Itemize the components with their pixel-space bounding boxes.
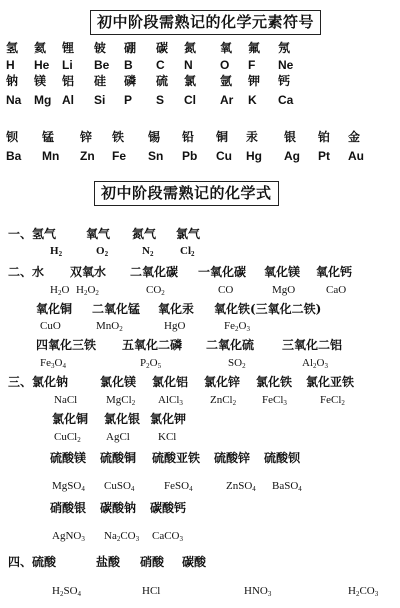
compound-name: 硝酸银 [50, 501, 87, 515]
compound-name: 氧化镁 [264, 265, 301, 279]
compound-name: 氧气 [86, 227, 111, 241]
element-symbol: S [156, 93, 165, 107]
compound-name: 硫酸镁 [50, 451, 87, 465]
element-symbol: Au [348, 149, 364, 163]
chemical-formula: $Fe_2O_3$ [224, 320, 250, 333]
chemical-formula: $Fe_3O_4$ [40, 357, 66, 370]
element-name: 钠 [6, 74, 19, 88]
compound-name: 三氧化二铝 [282, 338, 343, 352]
chemical-formula: AgNO$_3$ [52, 530, 85, 543]
element-name: 硫 [156, 74, 169, 88]
chemical-formula: CaO [326, 284, 347, 296]
chemical-formula: MgSO$_4$ [52, 480, 85, 493]
compound-name: 硫酸锌 [214, 451, 251, 465]
element-name: 氟 [248, 41, 261, 55]
compound-name: 氧化铁(三氧化二铁) [214, 302, 322, 316]
chemical-formula: FeCl$_2$ [320, 394, 345, 407]
element-name: 银 [284, 130, 297, 144]
chemical-formula: $CO_2$ [146, 284, 165, 297]
chemical-formula: $H_2SO_4$ [52, 585, 82, 598]
compound-name: 氧化铜 [36, 302, 73, 316]
chemical-formula: $H_2O_2$ [76, 284, 99, 297]
chemical-formula: CuO [40, 320, 61, 332]
element-name: 铝 [62, 74, 75, 88]
compound-name: 氯化铜 [52, 412, 89, 426]
chemical-formula: $HNO_3$ [244, 585, 272, 598]
chemical-formula: $Na_2CO_3$ [104, 530, 140, 543]
element-symbol: Ca [278, 93, 294, 107]
compound-name: 碳酸钙 [150, 501, 187, 515]
compound-name: 四氧化三铁 [36, 338, 97, 352]
element-symbol: Be [94, 58, 110, 72]
compound-name: 氯化钾 [150, 412, 187, 426]
compound-name: 二氧化碳 [130, 265, 179, 279]
element-name: 磷 [124, 74, 137, 88]
chemical-formula: NaCl [54, 394, 78, 406]
element-symbol: F [248, 58, 256, 72]
element-symbol: Si [94, 93, 106, 107]
compound-name: 一氧化碳 [198, 265, 247, 279]
element-symbol: Fe [112, 149, 127, 163]
chemical-formula: BaSO$_4$ [272, 480, 302, 493]
element-symbol: He [34, 58, 50, 72]
chemical-formula: CaCO$_3$ [152, 530, 183, 543]
chemical-formula: $H_2$ [50, 245, 63, 258]
chemical-formula: AgCl [106, 431, 130, 443]
chemical-formula: AlCl$_3$ [158, 394, 183, 407]
element-name: 氩 [220, 74, 233, 88]
chemical-formula: CuCl$_2$ [54, 431, 81, 444]
element-name: 锌 [80, 130, 93, 144]
chemical-formula: $H_2CO_3$ [348, 585, 379, 598]
chemical-formula: FeCl$_3$ [262, 394, 287, 407]
element-name: 汞 [246, 130, 259, 144]
chemical-formula: CO [218, 284, 234, 296]
element-name: 钙 [278, 74, 291, 88]
element-symbol: Pb [182, 149, 198, 163]
element-symbol: H [6, 58, 15, 72]
element-symbol: Ar [220, 93, 234, 107]
compound-name: 碳酸 [182, 555, 207, 569]
chemical-formula: ZnCl$_2$ [210, 394, 237, 407]
compound-name: 氯化锌 [204, 375, 241, 389]
element-name: 钾 [248, 74, 261, 88]
element-symbol: Cl [184, 93, 196, 107]
element-symbol: Na [6, 93, 22, 107]
compound-name: 氧化汞 [158, 302, 195, 316]
element-symbol: C [156, 58, 165, 72]
compound-name: 氯化亚铁 [306, 375, 355, 389]
chemical-formula: CuSO$_4$ [104, 480, 135, 493]
element-symbol: Al [62, 93, 74, 107]
element-symbol: Cu [216, 149, 232, 163]
element-symbol: Mg [34, 93, 52, 107]
element-name: 氢 [6, 41, 19, 55]
chemical-formula: $SO_2$ [228, 357, 246, 370]
element-symbol: Sn [148, 149, 164, 163]
chemical-formula: $Cl_2$ [180, 245, 195, 258]
chemical-formula: HCl [142, 585, 161, 597]
compound-name: 氯化镁 [100, 375, 137, 389]
element-name: 氯 [184, 74, 197, 88]
chemical-formula: $O_2$ [96, 245, 109, 258]
element-symbol: Ne [278, 58, 294, 72]
element-symbol: Li [62, 58, 73, 72]
compound-name: 碳酸钠 [100, 501, 137, 515]
compound-name: 氧化钙 [316, 265, 353, 279]
section-title: 初中阶段需熟记的化学式 [94, 181, 279, 206]
element-symbol: O [220, 58, 230, 72]
compound-name: 五氧化二磷 [122, 338, 183, 352]
element-name: 碳 [156, 41, 169, 55]
element-name: 金 [348, 130, 361, 144]
chemical-formula: $H_2O$ [50, 284, 70, 297]
compound-name: 二氧化硫 [206, 338, 255, 352]
element-name: 氧 [220, 41, 233, 55]
element-symbol: K [248, 93, 257, 107]
element-symbol: Pt [318, 149, 330, 163]
chemical-formula: $Al_2O_3$ [302, 357, 328, 370]
compound-name: 硫酸钡 [264, 451, 301, 465]
element-name: 铜 [216, 130, 229, 144]
element-name: 锂 [62, 41, 75, 55]
compound-name: 一、氢气 [8, 227, 57, 241]
chemical-formula: MnO$_2$ [96, 320, 123, 333]
element-name: 镁 [34, 74, 47, 88]
element-symbol: B [124, 58, 133, 72]
compound-name: 氯化铁 [256, 375, 293, 389]
compound-name: 氯气 [176, 227, 201, 241]
element-name: 铂 [318, 130, 331, 144]
chemical-formula: $N_2$ [142, 245, 154, 258]
compound-name: 氮气 [132, 227, 157, 241]
chemical-formula: $P_2O_5$ [140, 357, 162, 370]
compound-name: 氯化铝 [152, 375, 189, 389]
element-symbol: N [184, 58, 193, 72]
element-symbol: Ba [6, 149, 22, 163]
element-symbol: P [124, 93, 133, 107]
chemical-formula: ZnSO$_4$ [226, 480, 256, 493]
element-name: 氖 [278, 41, 291, 55]
element-symbol: Zn [80, 149, 95, 163]
element-name: 铁 [112, 130, 125, 144]
element-name: 氮 [184, 41, 197, 55]
chemical-formula: MgCl$_2$ [106, 394, 136, 407]
chemical-formula: HgO [164, 320, 186, 332]
chemical-formula: KCl [158, 431, 177, 443]
compound-name: 氯化银 [104, 412, 141, 426]
element-name: 氦 [34, 41, 47, 55]
compound-name: 三、氯化钠 [8, 375, 69, 389]
compound-name: 硝酸 [140, 555, 165, 569]
compound-name: 盐酸 [96, 555, 121, 569]
chemical-formula: MgO [272, 284, 296, 296]
element-name: 硼 [124, 41, 137, 55]
compound-name: 双氧水 [70, 265, 107, 279]
element-symbol: Mn [42, 149, 60, 163]
element-name: 铍 [94, 41, 107, 55]
element-name: 钡 [6, 130, 19, 144]
compound-name: 二氧化锰 [92, 302, 141, 316]
compound-name: 硫酸亚铁 [152, 451, 201, 465]
element-name: 锡 [148, 130, 161, 144]
page-title: 初中阶段需熟记的化学元素符号 [90, 10, 321, 35]
element-name: 铅 [182, 130, 195, 144]
element-symbol: Hg [246, 149, 262, 163]
element-symbol: Ag [284, 149, 300, 163]
element-name: 硅 [94, 74, 107, 88]
element-name: 锰 [42, 130, 55, 144]
compound-name: 硫酸铜 [100, 451, 137, 465]
compound-name: 四、硫酸 [8, 555, 57, 569]
compound-name: 二、水 [8, 265, 45, 279]
chemical-formula: FeSO$_4$ [164, 480, 193, 493]
